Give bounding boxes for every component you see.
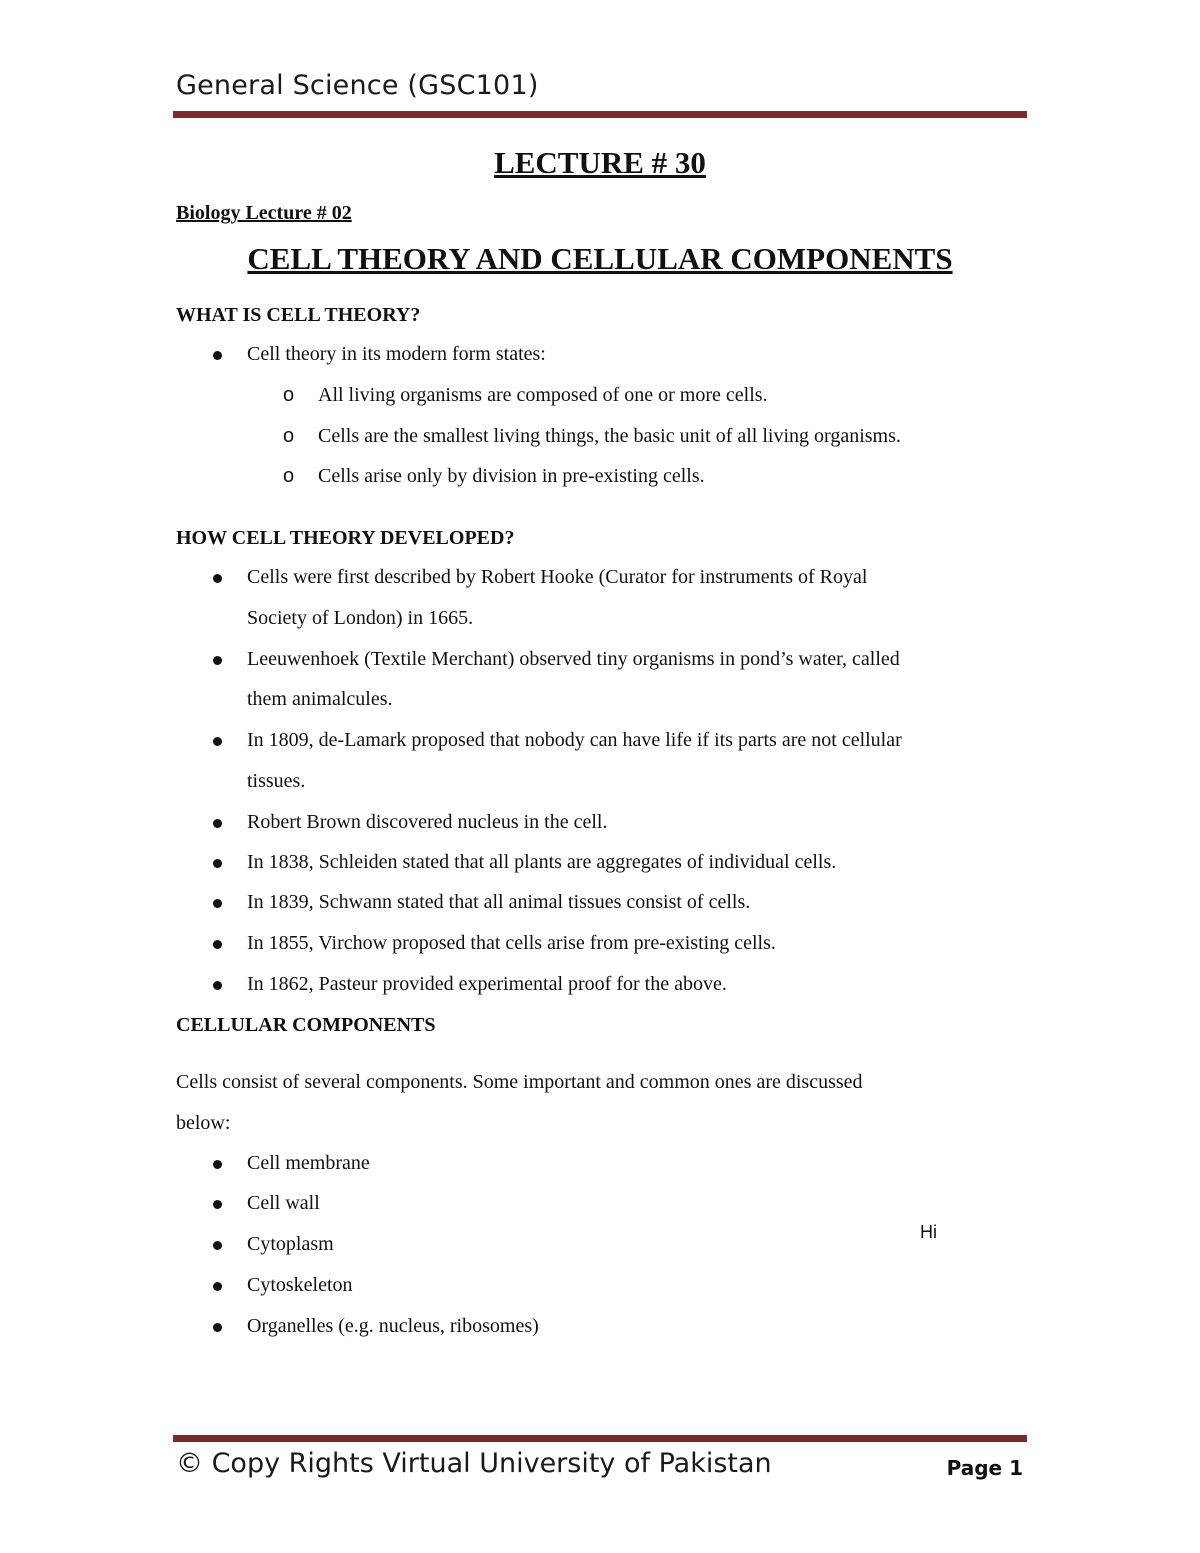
bullet-icon [213,737,222,746]
footer-copyright: © Copy Rights Virtual University of Pakistan [176,1448,772,1479]
sub-list-item: Cells are the smallest living things, the basic unit of all living organisms. [318,425,901,447]
list-item: Cells were first described by Robert Hooke (Curator for instruments of Royal [247,566,868,588]
hollow-bullet-icon: o [283,384,295,406]
annotation-note: Hi [920,1222,937,1242]
hollow-bullet-icon: o [283,425,295,447]
list-item-continuation: them animalcules. [247,688,393,710]
lecture-subtitle: Biology Lecture # 02 [176,202,352,224]
bullet-icon [213,1241,222,1250]
list-item: Cell membrane [247,1152,370,1174]
list-item-continuation: Society of London) in 1665. [247,607,474,629]
list-item: Leeuwenhoek (Textile Merchant) observed tiny organisms in pond’s water, called [247,648,900,670]
list-item: In 1855, Virchow proposed that cells arise from pre-existing cells. [247,932,776,954]
header-rule [173,111,1027,118]
paragraph-line: below: [176,1112,231,1134]
course-title: General Science (GSC101) [176,70,539,101]
bullet-icon [213,981,222,990]
list-item: Robert Brown discovered nucleus in the cell. [247,811,608,833]
section-heading-what-is-cell-theory: WHAT IS CELL THEORY? [176,304,421,326]
hollow-bullet-icon: o [283,465,295,487]
list-item: In 1839, Schwann stated that all animal tissues consist of cells. [247,891,751,913]
section-heading-cellular-components: CELLULAR COMPONENTS [176,1014,436,1036]
list-item: Organelles (e.g. nucleus, ribosomes) [247,1315,539,1337]
bullet-icon [213,1160,222,1169]
list-item: In 1838, Schleiden stated that all plants are aggregates of individual cells. [247,851,837,873]
lecture-title: LECTURE # 30 [494,145,706,180]
list-item: Cell theory in its modern form states: [247,343,546,365]
list-item: In 1862, Pasteur provided experimental proof for the above. [247,973,727,995]
page-number: Page 1 [946,1456,1023,1480]
bullet-icon [213,859,222,868]
bullet-icon [213,940,222,949]
list-item: Cell wall [247,1192,320,1214]
list-item: Cytoplasm [247,1233,334,1255]
main-heading: CELL THEORY AND CELLULAR COMPONENTS [247,241,953,276]
bullet-icon [213,1323,222,1332]
list-item: In 1809, de-Lamark proposed that nobody can have life if its parts are not cellular [247,729,902,751]
sub-list-item: Cells arise only by division in pre-existing cells. [318,465,705,487]
bullet-icon [213,1200,222,1209]
bullet-icon [213,819,222,828]
paragraph-line: Cells consist of several components. Some important and common ones are discussed [176,1071,863,1093]
bullet-icon [213,656,222,665]
bullet-icon [213,1282,222,1291]
bullet-icon [213,574,222,583]
footer-rule [173,1435,1027,1442]
list-item: Cytoskeleton [247,1274,353,1296]
list-item-continuation: tissues. [247,770,306,792]
section-heading-how-developed: HOW CELL THEORY DEVELOPED? [176,527,515,549]
sub-list-item: All living organisms are composed of one or more cells. [318,384,768,406]
bullet-icon [213,899,222,908]
bullet-icon [213,351,222,360]
